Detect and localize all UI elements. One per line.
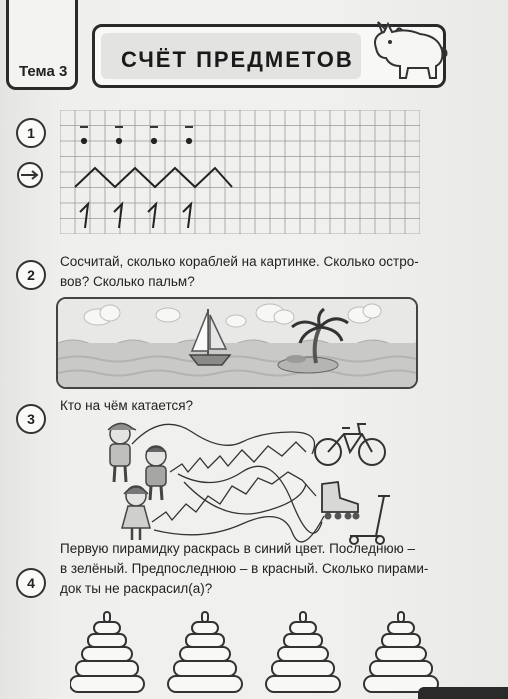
task-number-4: 4 xyxy=(16,568,46,598)
task-2-line-1: Сосчитай, сколько кораблей на картинке. Сколько остро- xyxy=(60,254,419,269)
pyramids-row[interactable] xyxy=(70,608,450,699)
task-number-2: 2 xyxy=(16,260,46,290)
task-3-text: Кто на чём катается? xyxy=(60,398,194,413)
task-2-line-2: вов? Сколько пальм? xyxy=(60,274,195,289)
task-2-text xyxy=(60,252,419,292)
pyramid-3 xyxy=(266,612,340,692)
task-4-line-1: Первую пирамидку раскрась в синий цвет. Последнюю – xyxy=(60,541,415,556)
pyramid-4 xyxy=(364,612,438,692)
boy-icon xyxy=(146,446,166,500)
task-4-line-2: в зелёный. Предпоследнюю – в красный. Сколько пирами- xyxy=(60,561,429,576)
ride-maze-illustration xyxy=(92,412,402,548)
pyramid-1 xyxy=(70,612,144,692)
writing-grid xyxy=(60,110,420,234)
boy-cap-icon xyxy=(108,423,136,482)
page-corner-tab xyxy=(418,687,508,699)
topic-tab xyxy=(6,0,78,90)
topic-label: Тема 3 xyxy=(19,63,68,80)
pyramid-2 xyxy=(168,612,242,692)
sea-illustration xyxy=(58,299,416,387)
page-title: СЧЁТ ПРЕДМЕТОВ xyxy=(121,47,354,72)
task-4-line-3: док ты не раскрасил(а)? xyxy=(60,581,213,596)
roller-skate-icon xyxy=(322,482,360,520)
bicycle-icon xyxy=(315,424,385,465)
task-4-text xyxy=(60,539,428,599)
task-number-1: 1 xyxy=(16,118,46,148)
rhino-icon xyxy=(362,18,452,82)
task-number-3: 3 xyxy=(16,404,46,434)
sea-picture xyxy=(56,297,418,389)
title-panel xyxy=(101,33,361,79)
girl-icon xyxy=(122,486,150,540)
arrow-right-icon xyxy=(17,162,43,188)
